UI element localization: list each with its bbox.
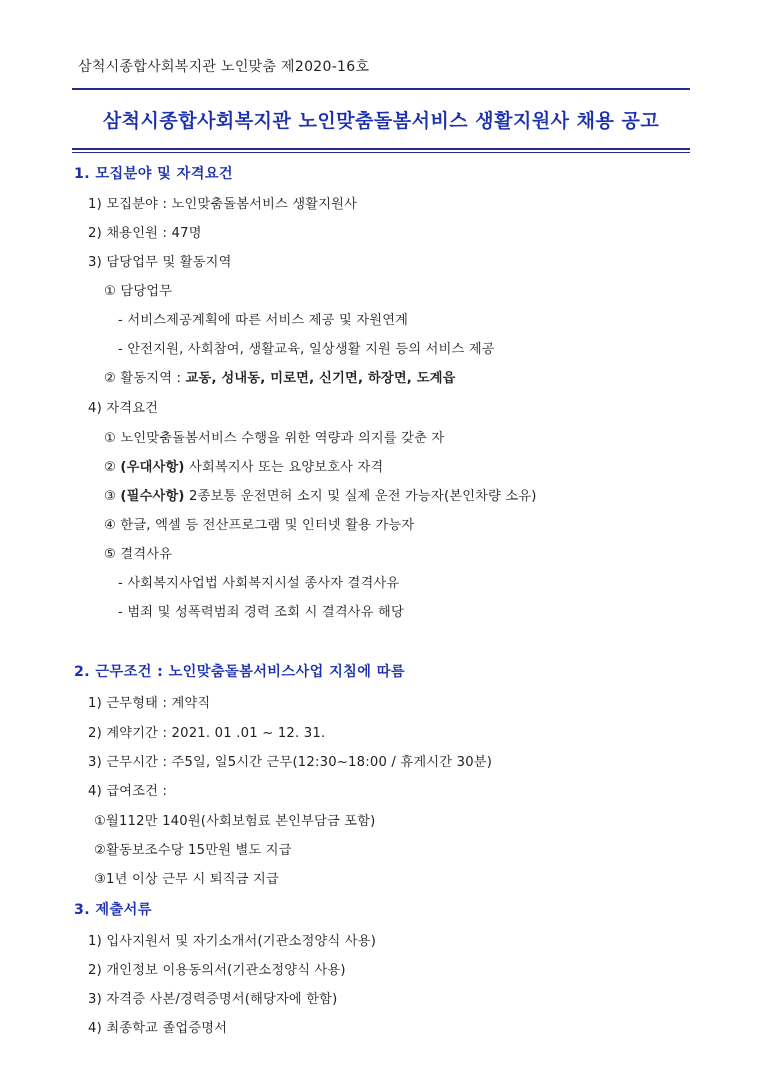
activity-area (104, 367, 456, 386)
work-type: 1) 근무형태 : 계약직 (88, 696, 211, 711)
duties-heading: 3) 담당업무 및 활동지역 (88, 255, 232, 270)
qualification-number: ② (104, 460, 121, 475)
disqualification-item: - 범죄 및 성폭력범죄 경력 조회 시 결격사유 해당 (118, 605, 404, 620)
document-item: 4) 최종학교 졸업증명서 (88, 1021, 228, 1036)
headcount: 2) 채용인원 : 47명 (88, 226, 202, 241)
recruit-field: 1) 모집분야 : 노인맞춤돌봄서비스 생활지원사 (88, 197, 358, 212)
duty-item: - 안전지원, 사회참여, 생활교육, 일상생활 지원 등의 서비스 제공 (118, 342, 495, 357)
document-item: 2) 개인정보 이용동의서(기관소정양식 사용) (88, 963, 346, 978)
pay-item: ②활동보조수당 15만원 별도 지급 (94, 843, 292, 858)
contract-period: 2) 계약기간 : 2021. 01 .01 ~ 12. 31. (88, 726, 326, 741)
activity-area-value: 교동, 성내동, 미로면, 신기면, 하장면, 도계읍 (185, 371, 456, 386)
qualification-item (104, 456, 383, 475)
section-1-heading: 1. 모집분야 및 자격요건 (74, 166, 234, 182)
disqualification-heading: ⑤ 결격사유 (104, 547, 173, 562)
section-2-heading: 2. 근무조건 : 노인맞춤돌봄서비스사업 지침에 따름 (74, 664, 405, 680)
qualification-item: ① 노인맞춤돌봄서비스 수행을 위한 역량과 의지를 갖춘 자 (104, 431, 445, 446)
preferred-tag: (우대사항) (120, 460, 185, 475)
work-hours: 3) 근무시간 : 주5일, 일5시간 근무(12:30~18:00 / 휴게시간 30분) (88, 755, 493, 770)
document-item: 3) 자격증 사본/경력증명서(해당자에 한함) (88, 992, 338, 1007)
pay-item: ③1년 이상 근무 시 퇴직금 지급 (94, 872, 279, 887)
duties-subheading: ① 담당업무 (104, 284, 173, 299)
qualification-heading: 4) 자격요건 (88, 401, 159, 416)
document-item: 1) 입사지원서 및 자기소개서(기관소정양식 사용) (88, 934, 377, 949)
activity-area-label: ② 활동지역 : (104, 371, 186, 386)
document-number: 삼척시종합사회복지관 노인맞춤 제2020-16호 (78, 59, 370, 75)
required-tag: (필수사항) (120, 489, 185, 504)
duty-item: - 서비스제공계획에 따른 서비스 제공 및 자원연계 (118, 313, 409, 328)
disqualification-item: - 사회복지사업법 사회복지시설 종사자 결격사유 (118, 576, 400, 591)
qualification-item (104, 485, 537, 504)
qualification-text: 사회복지사 또는 요양보호사 자격 (184, 460, 384, 475)
qualification-text: 2종보통 운전면허 소지 및 실제 운전 가능자(본인차량 소유) (184, 489, 537, 504)
section-3-heading: 3. 제출서류 (74, 902, 152, 918)
qualification-item: ④ 한글, 엑셀 등 전산프로그램 및 인터넷 활용 가능자 (104, 518, 415, 533)
pay-item: ①월112만 140원(사회보험료 본인부담금 포함) (94, 814, 376, 829)
pay-heading: 4) 급여조건 : (88, 784, 168, 799)
title-box (72, 88, 690, 150)
page-title: 삼척시종합사회복지관 노인맞춤돌봄서비스 생활지원사 채용 공고 (102, 109, 660, 132)
qualification-number: ③ (104, 489, 121, 504)
